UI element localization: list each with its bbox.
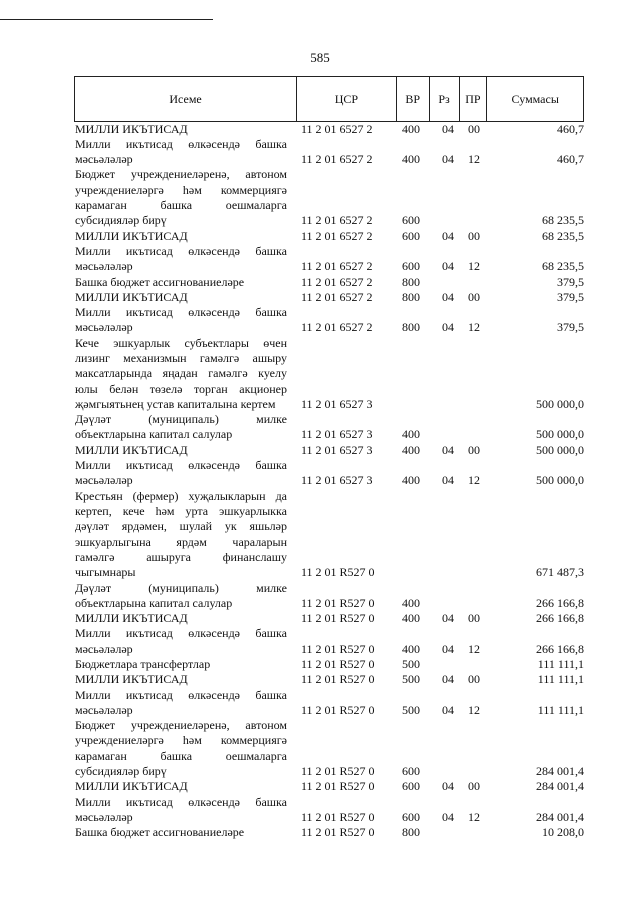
table-row <box>0 611 640 626</box>
row-pr: 12 <box>468 809 480 824</box>
table-row <box>0 336 640 413</box>
row-csr: 11 2 01 R527 0 <box>301 779 375 794</box>
row-rz: 04 <box>442 641 454 656</box>
row-sum: 111 111,1 <box>537 672 584 687</box>
row-pr: 00 <box>468 228 480 243</box>
row-vr: 400 <box>402 641 420 656</box>
row-sum: 500 000,0 <box>536 427 584 442</box>
row-sum: 111 111,1 <box>537 702 584 717</box>
row-name: Милли икътисад өлкәсендә башка мәсьәләләр <box>75 458 287 488</box>
row-sum: 284 001,4 <box>536 764 584 779</box>
row-pr: 12 <box>468 320 480 335</box>
row-csr: 11 2 01 6527 3 <box>301 396 373 411</box>
row-vr: 600 <box>402 809 420 824</box>
row-csr: 11 2 01 R527 0 <box>301 565 375 580</box>
table-row <box>0 305 640 336</box>
row-csr: 11 2 01 R527 0 <box>301 825 375 840</box>
row-csr: 11 2 01 6527 2 <box>301 320 373 335</box>
row-name: МИЛЛИ ИКЪТИСАД <box>75 228 188 243</box>
table-row <box>0 290 640 305</box>
table-row <box>0 275 640 290</box>
row-name: Милли икътисад өлкәсендә башка мәсьәләләр <box>75 243 287 274</box>
row-sum: 10 208,0 <box>542 825 584 840</box>
row-vr: 400 <box>402 442 420 457</box>
row-vr: 800 <box>402 289 420 304</box>
row-sum: 111 111,1 <box>537 657 584 671</box>
row-vr: 400 <box>402 611 420 626</box>
row-rz: 04 <box>442 473 454 488</box>
table-row <box>0 458 640 489</box>
row-vr: 800 <box>402 320 420 335</box>
table-row <box>0 489 640 581</box>
row-vr: 600 <box>402 213 420 228</box>
row-sum: 266 166,8 <box>536 595 584 610</box>
row-rz: 04 <box>442 259 454 274</box>
row-rz: 04 <box>442 228 454 243</box>
row-pr: 00 <box>468 121 480 136</box>
row-pr: 00 <box>468 672 480 687</box>
column-header-pr: ПР <box>460 77 488 121</box>
row-csr: 11 2 01 R527 0 <box>301 657 375 671</box>
row-sum: 379,5 <box>557 320 584 335</box>
row-csr: 11 2 01 R527 0 <box>301 764 375 779</box>
table-row <box>0 718 640 779</box>
row-csr: 11 2 01 R527 0 <box>301 809 375 824</box>
row-vr: 500 <box>402 702 420 717</box>
row-name: Милли икътисад өлкәсендә башка мәсьәләләр <box>75 794 287 824</box>
row-rz: 04 <box>442 809 454 824</box>
row-sum: 284 001,4 <box>536 809 584 824</box>
table-row <box>0 167 640 228</box>
row-rz: 04 <box>442 289 454 304</box>
row-name: Крестьян (фермер) хуҗалыкларын да кертеп, кече һәм урта эшкуарлыкка дәүләт ярдәмен, шулай ук яшьләр эшкуарлыгына ярдәм чараларын гамәлгә ашыруга финанслашу чыгымнары <box>75 488 287 580</box>
table-row <box>0 688 640 719</box>
row-rz: 04 <box>442 611 454 626</box>
row-sum: 266 166,8 <box>536 611 584 626</box>
row-name: МИЛЛИ ИКЪТИСАД <box>75 121 188 136</box>
row-csr: 11 2 01 R527 0 <box>301 641 375 656</box>
row-name: Башка бюджет ассигнованиеләре <box>75 825 245 840</box>
row-sum: 500 000,0 <box>536 442 584 457</box>
row-sum: 68 235,5 <box>542 213 584 228</box>
table-row <box>0 795 640 826</box>
row-sum: 379,5 <box>557 274 584 289</box>
row-sum: 68 235,5 <box>542 228 584 243</box>
table-row <box>0 244 640 275</box>
table-row <box>0 779 640 794</box>
table-row <box>0 443 640 458</box>
row-pr: 12 <box>468 152 480 167</box>
row-vr: 400 <box>402 152 420 167</box>
row-name: МИЛЛИ ИКЪТИСАД <box>75 779 188 794</box>
row-sum: 68 235,5 <box>542 259 584 274</box>
table-row <box>0 122 640 137</box>
table-row <box>0 229 640 244</box>
row-pr: 12 <box>468 259 480 274</box>
row-rz: 04 <box>442 702 454 717</box>
table-row <box>0 672 640 687</box>
row-rz: 04 <box>442 442 454 457</box>
column-header-sum: Суммасы <box>511 91 559 106</box>
row-csr: 11 2 01 6527 2 <box>301 259 373 274</box>
row-csr: 11 2 01 6527 2 <box>301 213 373 228</box>
page-number: 585 <box>310 50 330 65</box>
row-pr: 00 <box>468 442 480 457</box>
row-pr: 00 <box>468 289 480 304</box>
column-header-csr: ЦСР <box>297 77 397 121</box>
row-sum: 266 166,8 <box>536 641 584 656</box>
row-name: МИЛЛИ ИКЪТИСАД <box>75 289 188 304</box>
row-pr: 12 <box>468 702 480 717</box>
row-sum: 460,7 <box>557 121 584 136</box>
row-csr: 11 2 01 6527 3 <box>301 427 373 442</box>
row-vr: 400 <box>402 473 420 488</box>
row-pr: 00 <box>468 611 480 626</box>
row-csr: 11 2 01 R527 0 <box>301 611 375 626</box>
row-csr: 11 2 01 6527 2 <box>301 152 373 167</box>
row-name: Башка бюджет ассигнованиеләре <box>75 274 245 289</box>
table-row <box>0 825 640 840</box>
row-vr: 400 <box>402 595 420 610</box>
row-rz: 04 <box>442 779 454 794</box>
row-name: МИЛЛИ ИКЪТИСАД <box>75 611 188 626</box>
row-sum: 500 000,0 <box>536 473 584 488</box>
row-name: МИЛЛИ ИКЪТИСАД <box>75 442 188 457</box>
row-name: Дәүләт (муниципаль) милке объектларына капитал салулар <box>75 580 287 610</box>
row-csr: 11 2 01 6527 2 <box>301 274 373 289</box>
table-row <box>0 412 640 443</box>
row-pr: 00 <box>468 779 480 794</box>
row-csr: 11 2 01 6527 2 <box>301 121 373 136</box>
row-sum: 671 487,3 <box>536 565 584 580</box>
table-row <box>0 581 640 612</box>
row-vr: 600 <box>402 228 420 243</box>
row-vr: 600 <box>402 259 420 274</box>
row-name: Бюджетлара трансфертлар <box>75 657 211 671</box>
row-vr: 400 <box>402 121 420 136</box>
table-row <box>0 626 640 657</box>
row-sum: 500 000,0 <box>536 396 584 411</box>
row-name: Бюджет учреждениеләренә, автоном учреждениеләргә һәм коммерциягә карамаган башка оешмаларга субсидияләр бирү <box>75 167 287 228</box>
column-header-name: Исеме <box>75 77 297 121</box>
row-csr: 11 2 01 R527 0 <box>301 595 375 610</box>
row-sum: 379,5 <box>557 289 584 304</box>
table-row <box>0 657 640 672</box>
column-header-rz: Рз <box>430 77 460 121</box>
row-name: Дәүләт (муниципаль) милке объектларына капитал салулар <box>75 412 287 442</box>
row-sum: 460,7 <box>557 152 584 167</box>
row-vr: 800 <box>402 274 420 289</box>
row-csr: 11 2 01 R527 0 <box>301 702 375 717</box>
row-rz: 04 <box>442 152 454 167</box>
row-name: Милли икътисад өлкәсендә башка мәсьәләләр <box>75 136 287 167</box>
row-vr: 600 <box>402 764 420 779</box>
row-csr: 11 2 01 6527 2 <box>301 228 373 243</box>
row-rz: 04 <box>442 672 454 687</box>
row-rz: 04 <box>442 320 454 335</box>
row-vr: 600 <box>402 779 420 794</box>
row-name: Милли икътисад өлкәсендә башка мәсьәләләр <box>75 626 287 656</box>
table-row <box>0 137 640 168</box>
row-vr: 500 <box>402 657 420 671</box>
row-csr: 11 2 01 R527 0 <box>301 672 375 687</box>
row-name: Кече эшкуарлык субъектлары өчен лизинг механизмын гамәлгә ашыру максатларында яңадан гамәлгә куелу юлы белән төзелә торган акционер җәмгыятьнең устав капиталына кертем <box>75 335 287 411</box>
row-csr: 11 2 01 6527 3 <box>301 442 373 457</box>
row-csr: 11 2 01 6527 3 <box>301 473 373 488</box>
row-pr: 12 <box>468 641 480 656</box>
row-sum: 284 001,4 <box>536 779 584 794</box>
row-vr: 400 <box>402 427 420 442</box>
row-name: Милли икътисад өлкәсендә башка мәсьәләләр <box>75 305 287 335</box>
row-csr: 11 2 01 6527 2 <box>301 289 373 304</box>
row-vr: 800 <box>402 825 420 840</box>
row-rz: 04 <box>442 121 454 136</box>
row-vr: 500 <box>402 672 420 687</box>
row-name: МИЛЛИ ИКЪТИСАД <box>75 672 188 687</box>
row-name: Бюджет учреждениеләренә, автоном учреждениеләргә һәм коммерциягә карамаган башка оешмаларга субсидияләр бирү <box>75 718 287 779</box>
column-header-vr: ВР <box>397 77 430 121</box>
row-pr: 12 <box>468 473 480 488</box>
row-name: Милли икътисад өлкәсендә башка мәсьәләләр <box>75 687 287 717</box>
